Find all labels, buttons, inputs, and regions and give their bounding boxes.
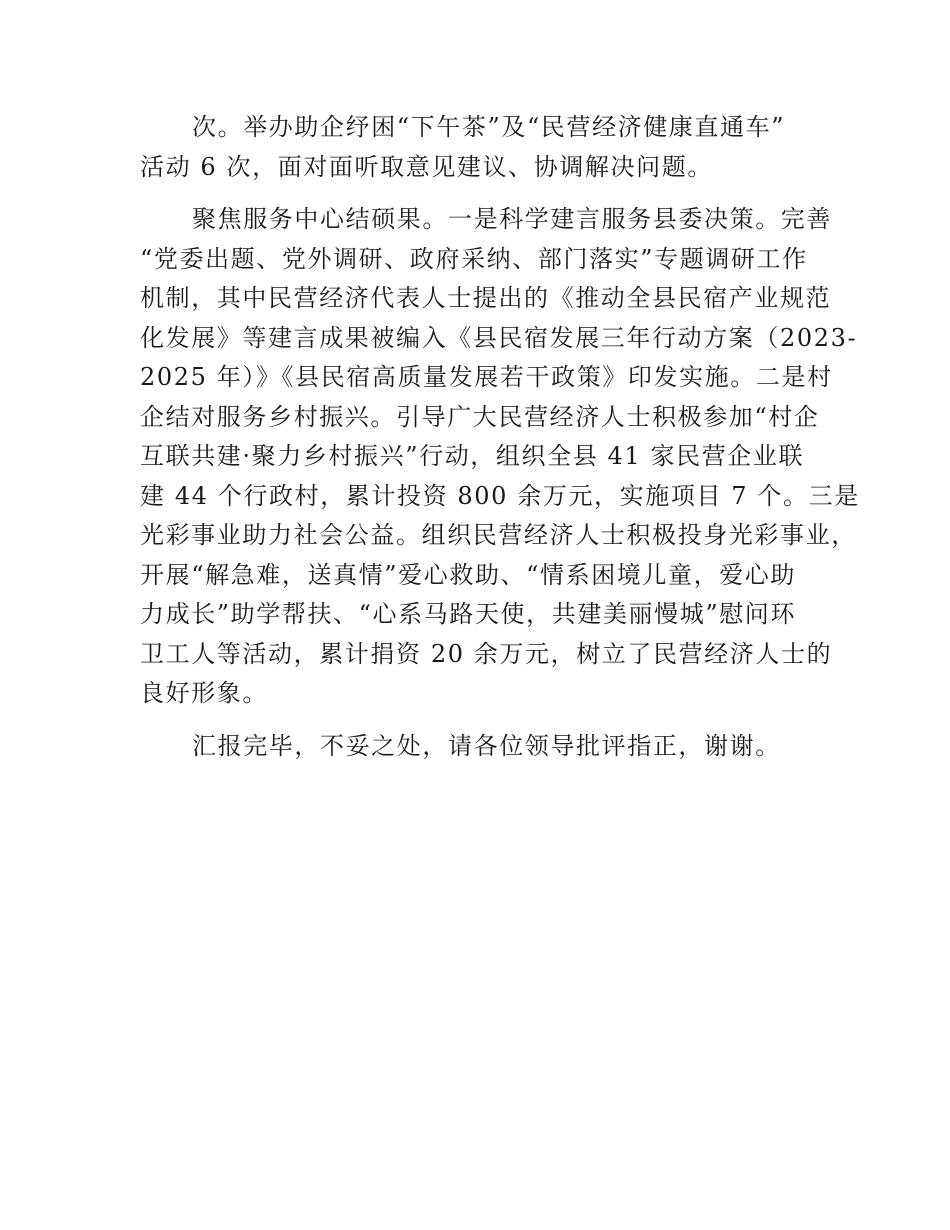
text-line: 互联共建·聚力乡村振兴”行动，组织全县 41 家民营企业联: [140, 442, 805, 470]
text-line: 力成长”助学帮扶、“心系马路天使，共建美丽慢城”慰问环: [140, 600, 797, 628]
text-line: 开展“解急难，送真情”爱心救助、“情系困境儿童，爱心助: [140, 560, 797, 589]
text-line: 活动 6 次，面对面听取意见建议、协调解决问题。: [140, 152, 713, 181]
text-line: 企结对服务乡村振兴。引导广大民营经济人士积极参加“村企: [140, 402, 820, 431]
paragraph-spacing: [140, 714, 824, 727]
text-line: 卫工人等活动，累计捐资 20 余万元，树立了民营经济人士的: [140, 639, 833, 668]
paragraph-spacing: [140, 187, 824, 200]
text-line: 机制，其中民营经济代表人士提出的《推动全县民宿产业规范: [140, 284, 832, 312]
text-line: 良好形象。: [140, 679, 268, 707]
text-line: 2025 年）》《县民宿高质量发展若干政策》印发实施。二是村: [140, 363, 833, 391]
paragraph-closing: [140, 727, 824, 767]
text-line: 光彩事业助力社会公益。组织民营经济人士积极投身光彩事业，: [140, 521, 857, 549]
text-line: 聚焦服务中心结硕果。一是科学建言服务县委决策。完善: [192, 205, 832, 233]
text-line: 建 44 个行政村，累计投资 800 余万元，实施项目 7 个。三是: [140, 481, 860, 510]
text-line: 次。举办助企纾困“下午茶”及“民营经济健康直通车”: [192, 113, 786, 141]
text-line: “党委出题、党外调研、政府采纳、部门落实”专题调研工作: [140, 244, 808, 273]
text-line: 化发展》等建言成果被编入《县民宿发展三年行动方案（2023-: [140, 323, 858, 352]
text-line: 汇报完毕，不妥之处，请各位领导批评指正，谢谢。: [192, 731, 781, 760]
document-body: [140, 108, 860, 766]
paragraph-service-results: [140, 200, 860, 714]
paragraph-continuation: [140, 108, 824, 187]
